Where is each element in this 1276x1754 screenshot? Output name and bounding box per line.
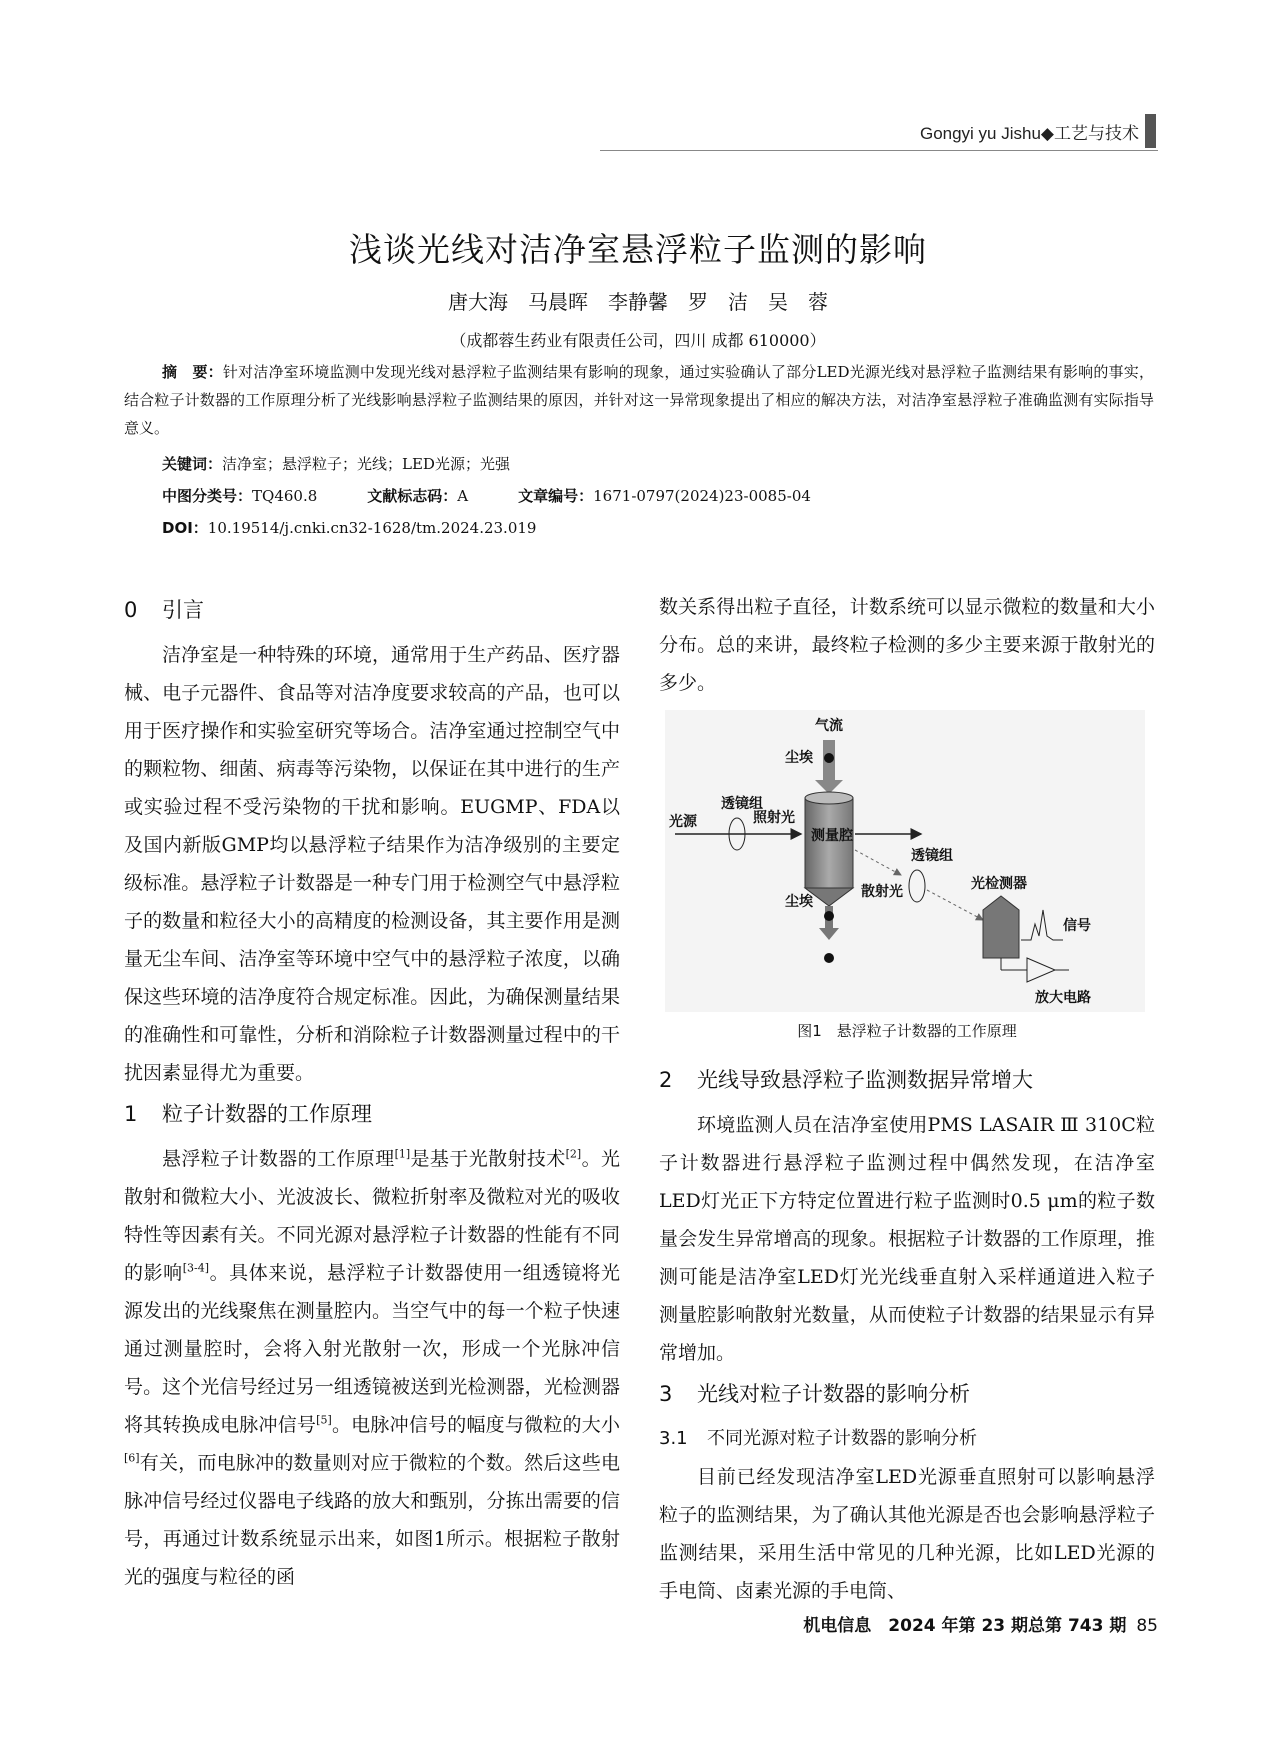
section-2-heading: 2 光线导致悬浮粒子监测数据异常增大: [659, 1068, 1033, 1092]
journal-issue: 机电信息 2024 年第 23 期总第 743 期: [803, 1616, 1127, 1636]
doc-code: 文献标志码：A: [367, 487, 469, 505]
section-1-heading: 1 粒子计数器的工作原理: [124, 1102, 372, 1126]
label-source: 光源: [669, 814, 697, 830]
doi-text: 10.19514/j.cnki.cn32-1628/tm.2024.23.019: [207, 519, 537, 537]
section-1-paragraph: 悬浮粒子计数器的工作原理[1]是基于光散射技术[2]。光散射和微粒大小、光波波长、微粒折射率及微粒对光的吸收特性等因素有关。不同光源对悬浮粒子计数器的性能有不同的影响[3-4]。具体来说，悬浮粒子计数器使用一组透镜将光源发出的光线聚焦在测量腔内。当空气中的每一个粒子快速通过测量腔时，会将入射光散射一次，形成一个光脉冲信号。这个光信号经过另一组透镜被送到光检测器，光检测器将其转换成电脉冲信号[5]。电脉冲信号的幅度与微粒的大小[6]有关，而电脉冲的数量则对应于微粒的个数。然后这些电脉冲信号经过仪器电子线路的放大和甄别，分拣出需要的信号，再通过计数系统显示出来，如图1所示。根据粒子散射光的强度与粒径的函: [124, 1147, 620, 1588]
article-number: 文章编号：1671-0797(2024)23-0085-04: [518, 487, 811, 505]
right-column: [659, 588, 1155, 1610]
section-0-heading: 0 引言: [124, 598, 204, 622]
running-header: [920, 114, 1156, 148]
citation: [6]: [124, 1451, 140, 1465]
amplifier-symbol: [1027, 958, 1055, 982]
keywords-label: 关键词：: [162, 455, 223, 473]
page-number: 85: [1136, 1616, 1158, 1636]
label-dust-in: 尘埃: [785, 750, 813, 766]
section-0-paragraph: 洁净室是一种特殊的环境，通常用于生产药品、医疗器械、电子元器件、食品等对洁净度要求较高的产品，也可以用于医疗操作和实验室研究等场合。洁净室通过控制空气中的颗粒物、细菌、病毒等污染物，以保证在其中进行的生产或实验过程不受污染物的干扰和影响。EUGMP、FDA以及国内新版GMP均以悬浮粒子结果作为洁净级别的主要定级标准。悬浮粒子计数器是一种专门用于检测空气中悬浮粒子的数量和粒径大小的高精度的检测设备，其主要作用是测量无尘车间、洁净室等环境中空气中的悬浮粒子浓度，以确保这些环境的洁净度符合规定标准。因此，为确保测量结果的准确性和可靠性，分析和消除粒子计数器测量过程中的干扰因素显得尤为重要。: [124, 644, 620, 1084]
figure-1-caption: 图1 悬浮粒子计数器的工作原理: [797, 1022, 1017, 1040]
abstract: [124, 358, 1154, 442]
running-title: Gongyi yu Jishu◆工艺与技术: [919, 123, 1139, 143]
keywords: [162, 450, 1192, 478]
lens-group-2: [909, 870, 925, 902]
abstract-label: 摘 要：: [162, 363, 223, 381]
header-rule: [600, 150, 1158, 151]
clc-code: 中图分类号：TQ460.8: [162, 487, 318, 505]
header-bar: [1145, 114, 1156, 148]
label-scatter: 散射光: [861, 884, 903, 900]
doi: [162, 514, 1192, 542]
citation: [2]: [565, 1147, 582, 1161]
section-3-heading: 3 光线对粒子计数器的影响分析: [659, 1382, 970, 1406]
section-3-1-paragraph: 目前已经发现洁净室LED光源垂直照射可以影响悬浮粒子的监测结果，为了确认其他光源是否也会影响悬浮粒子监测结果，采用生活中常见的几种光源，比如LED光源的手电筒、卤素光源的手电筒、: [659, 1466, 1155, 1602]
label-illumination: 照射光: [753, 810, 795, 826]
citation: [3-4]: [182, 1261, 210, 1275]
classification: [162, 482, 1192, 510]
page-footer: [803, 1611, 1158, 1636]
label-chamber: 测量腔: [811, 828, 853, 844]
scattered-light: [855, 850, 901, 875]
keywords-text: 洁净室；悬浮粒子；光线；LED光源；光强: [222, 455, 510, 473]
dust-particle-in: [824, 753, 834, 763]
label-airflow: 气流: [815, 718, 843, 734]
label-detector: 光检测器: [971, 876, 1027, 892]
doi-label: DOI：: [162, 519, 208, 537]
article-title: 浅谈光线对洁净室悬浮粒子监测的影响: [349, 230, 927, 269]
section-2-paragraph: 环境监测人员在洁净室使用PMS LASAIR Ⅲ 310C粒子计数器进行悬浮粒子监测过程中偶然发现，在洁净室LED灯光正下方特定位置进行粒子监测时0.5 μm的粒子数量会发生异常增高的现象。根据粒子计数器的工作原理，推测可能是洁净室LED灯光光线垂直射入采样通道进入粒子测量腔影响散射光数量，从而使粒子计数器的结果显示有异常增加。: [659, 1114, 1155, 1364]
photo-detector: [983, 896, 1019, 958]
affiliation: （成都蓉生药业有限责任公司，四川 成都 610000）: [450, 331, 826, 350]
label-lens-2: 透镜组: [911, 848, 953, 864]
label-signal: 信号: [1063, 918, 1091, 934]
left-column: [124, 588, 620, 1596]
label-dust-out: 尘埃: [785, 894, 813, 910]
signal-pulse: [1021, 910, 1063, 940]
citation: [1]: [394, 1147, 411, 1161]
section-3-1-heading: 3.1 不同光源对粒子计数器的影响分析: [659, 1428, 977, 1449]
particle-counter-diagram: [665, 710, 1145, 1012]
dust-particle-out: [824, 911, 834, 921]
abstract-text: 针对洁净室环境监测中发现光线对悬浮粒子监测结果有影响的现象，通过实验确认了部分LED光源光线对悬浮粒子监测结果有影响的事实，结合粒子计数器的工作原理分析了光线影响悬浮粒子监测结果的原因，并针对这一异常现象提出了相应的解决方法，对洁净室悬浮粒子准确监测有实际指导意义。: [124, 363, 1154, 437]
citation: [5]: [316, 1413, 332, 1427]
label-amplifier: 放大电路: [1035, 990, 1091, 1006]
outflow-arrow: [819, 928, 839, 940]
section-1-continuation: 数关系得出粒子直径，计数系统可以显示微粒的数量和大小分布。总的来讲，最终粒子检测的多少主要来源于散射光的多少。: [659, 596, 1155, 694]
figure-1: [665, 710, 1145, 1012]
label-lens-1: 透镜组: [721, 796, 763, 812]
authors: 唐大海 马晨晖 李静馨 罗 洁 吴 蓉: [448, 290, 828, 314]
